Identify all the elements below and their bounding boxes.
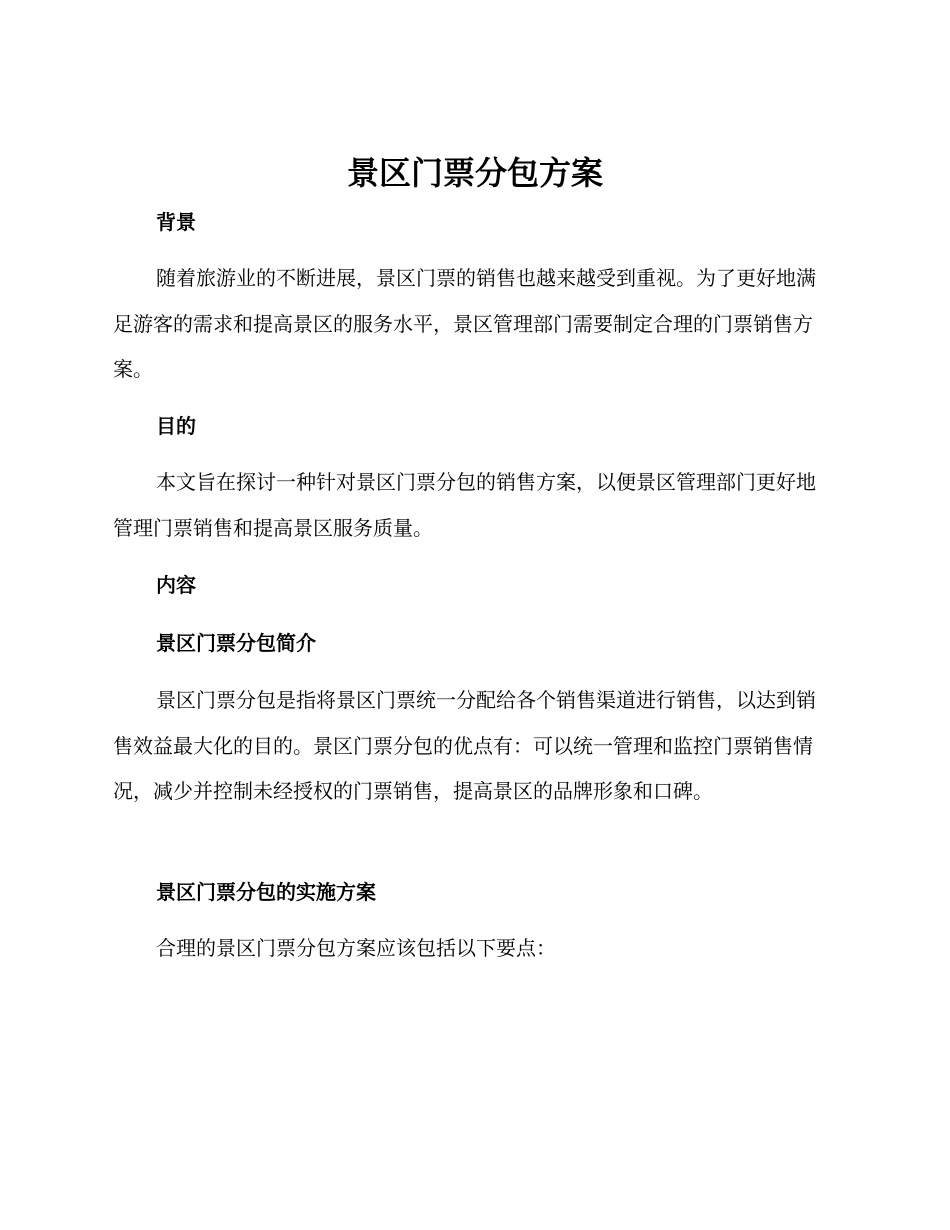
section-paragraph-intro: 景区门票分包是指将景区门票统一分配给各个销售渠道进行销售，以达到销售效益最大化的目的。景区门票分包的优点有：可以统一管理和监控门票销售情况，减少并控制未经授权的门票销售，提高景区的品牌形象和口碑。 bbox=[113, 688, 816, 803]
section-heading-content: 内容 bbox=[156, 573, 196, 597]
section-heading-implementation: 景区门票分包的实施方案 bbox=[156, 880, 376, 904]
section-heading-purpose: 目的 bbox=[156, 414, 196, 438]
section-paragraph-background: 随着旅游业的不断进展，景区门票的销售也越来越受到重视。为了更好地满足游客的需求和提高景区的服务水平，景区管理部门需要制定合理的门票销售方案。 bbox=[113, 266, 816, 381]
document-title: 景区门票分包方案 bbox=[346, 154, 603, 192]
section-heading-background: 背景 bbox=[156, 210, 196, 234]
section-paragraph-purpose: 本文旨在探讨一种针对景区门票分包的销售方案，以便景区管理部门更好地管理门票销售和提高景区服务质量。 bbox=[113, 470, 816, 540]
section-paragraph-implementation: 合理的景区门票分包方案应该包括以下要点： bbox=[156, 936, 556, 960]
section-heading-intro: 景区门票分包简介 bbox=[156, 631, 316, 655]
